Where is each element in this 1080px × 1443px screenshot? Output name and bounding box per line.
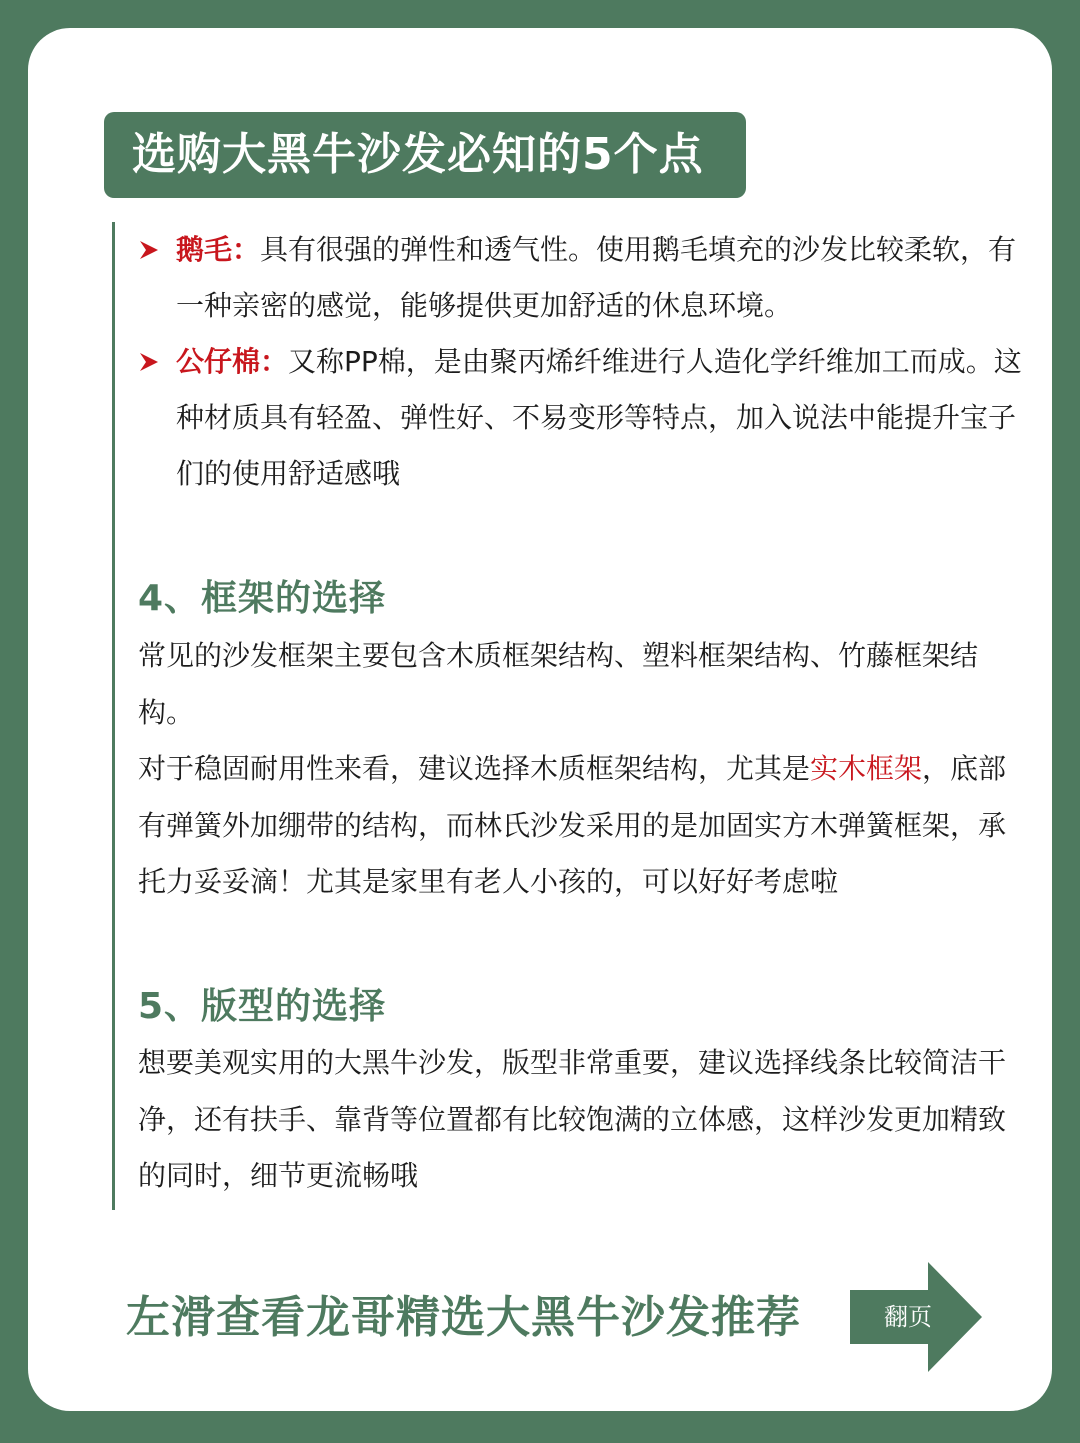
section-4-p2-text-rest: ，底部有弹簧外加绷带的结构，而林氏沙发采用的是加固实方木弹簧框架，承托力妥妥滴！尤其是家里有老人小孩的，可以好好考虑啦 [138, 752, 1007, 898]
arrow-bullet-icon [138, 334, 164, 390]
page-title: 选购大黑牛沙发必知的5个点 [104, 112, 746, 198]
bullet-goose-down [138, 222, 1028, 334]
section-5-body [138, 1035, 1028, 1205]
left-accent-line [112, 222, 115, 1210]
section-4-body [138, 628, 1028, 911]
section-5-heading: 5、版型的选择 [138, 986, 387, 1027]
section-5-paragraph-1: 想要美观实用的大黑牛沙发，版型非常重要，建议选择线条比较简洁干净，还有扶手、靠背等位置都有比较饱满的立体感，这样沙发更加精致的同时，细节更流畅哦 [138, 1046, 1007, 1192]
next-page-label: 翻页 [884, 1303, 932, 1331]
swipe-hint: 左滑查看龙哥精选大黑牛沙发推荐 [126, 1292, 801, 1343]
arrow-bullet-icon [138, 222, 164, 278]
bullet-pp-cotton [138, 334, 1028, 502]
highlight-solid-wood-frame: 实木框架 [810, 752, 923, 785]
section-4-p2-text: 对于稳固耐用性来看，建议选择木质框架结构，尤其是 [138, 752, 811, 785]
bullet-text: 具有很强的弹性和透气性。使用鹅毛填充的沙发比较柔软，有一种亲密的感觉，能够提供更加舒适的休息环境。 [176, 233, 1017, 322]
section-4-paragraph-1: 常见的沙发框架主要包含木质框架结构、塑料框架结构、竹藤框架结构。 [138, 639, 979, 729]
bullet-colon: ： [260, 345, 289, 378]
section-4-paragraph-2 [138, 741, 1028, 911]
bullet-text: 又称PP棉，是由聚丙烯纤维进行人造化学纤维加工而成。这种材质具有轻盈、弹性好、不易变形等特点，加入说法中能提升宝子们的使用舒适感哦 [176, 345, 1022, 490]
bullet-term: 鹅毛 [176, 233, 233, 266]
section-4-heading: 4、框架的选择 [138, 578, 387, 619]
bullet-colon: ： [232, 233, 261, 266]
next-page-button[interactable] [850, 1262, 982, 1372]
bullet-term: 公仔棉 [176, 345, 261, 378]
